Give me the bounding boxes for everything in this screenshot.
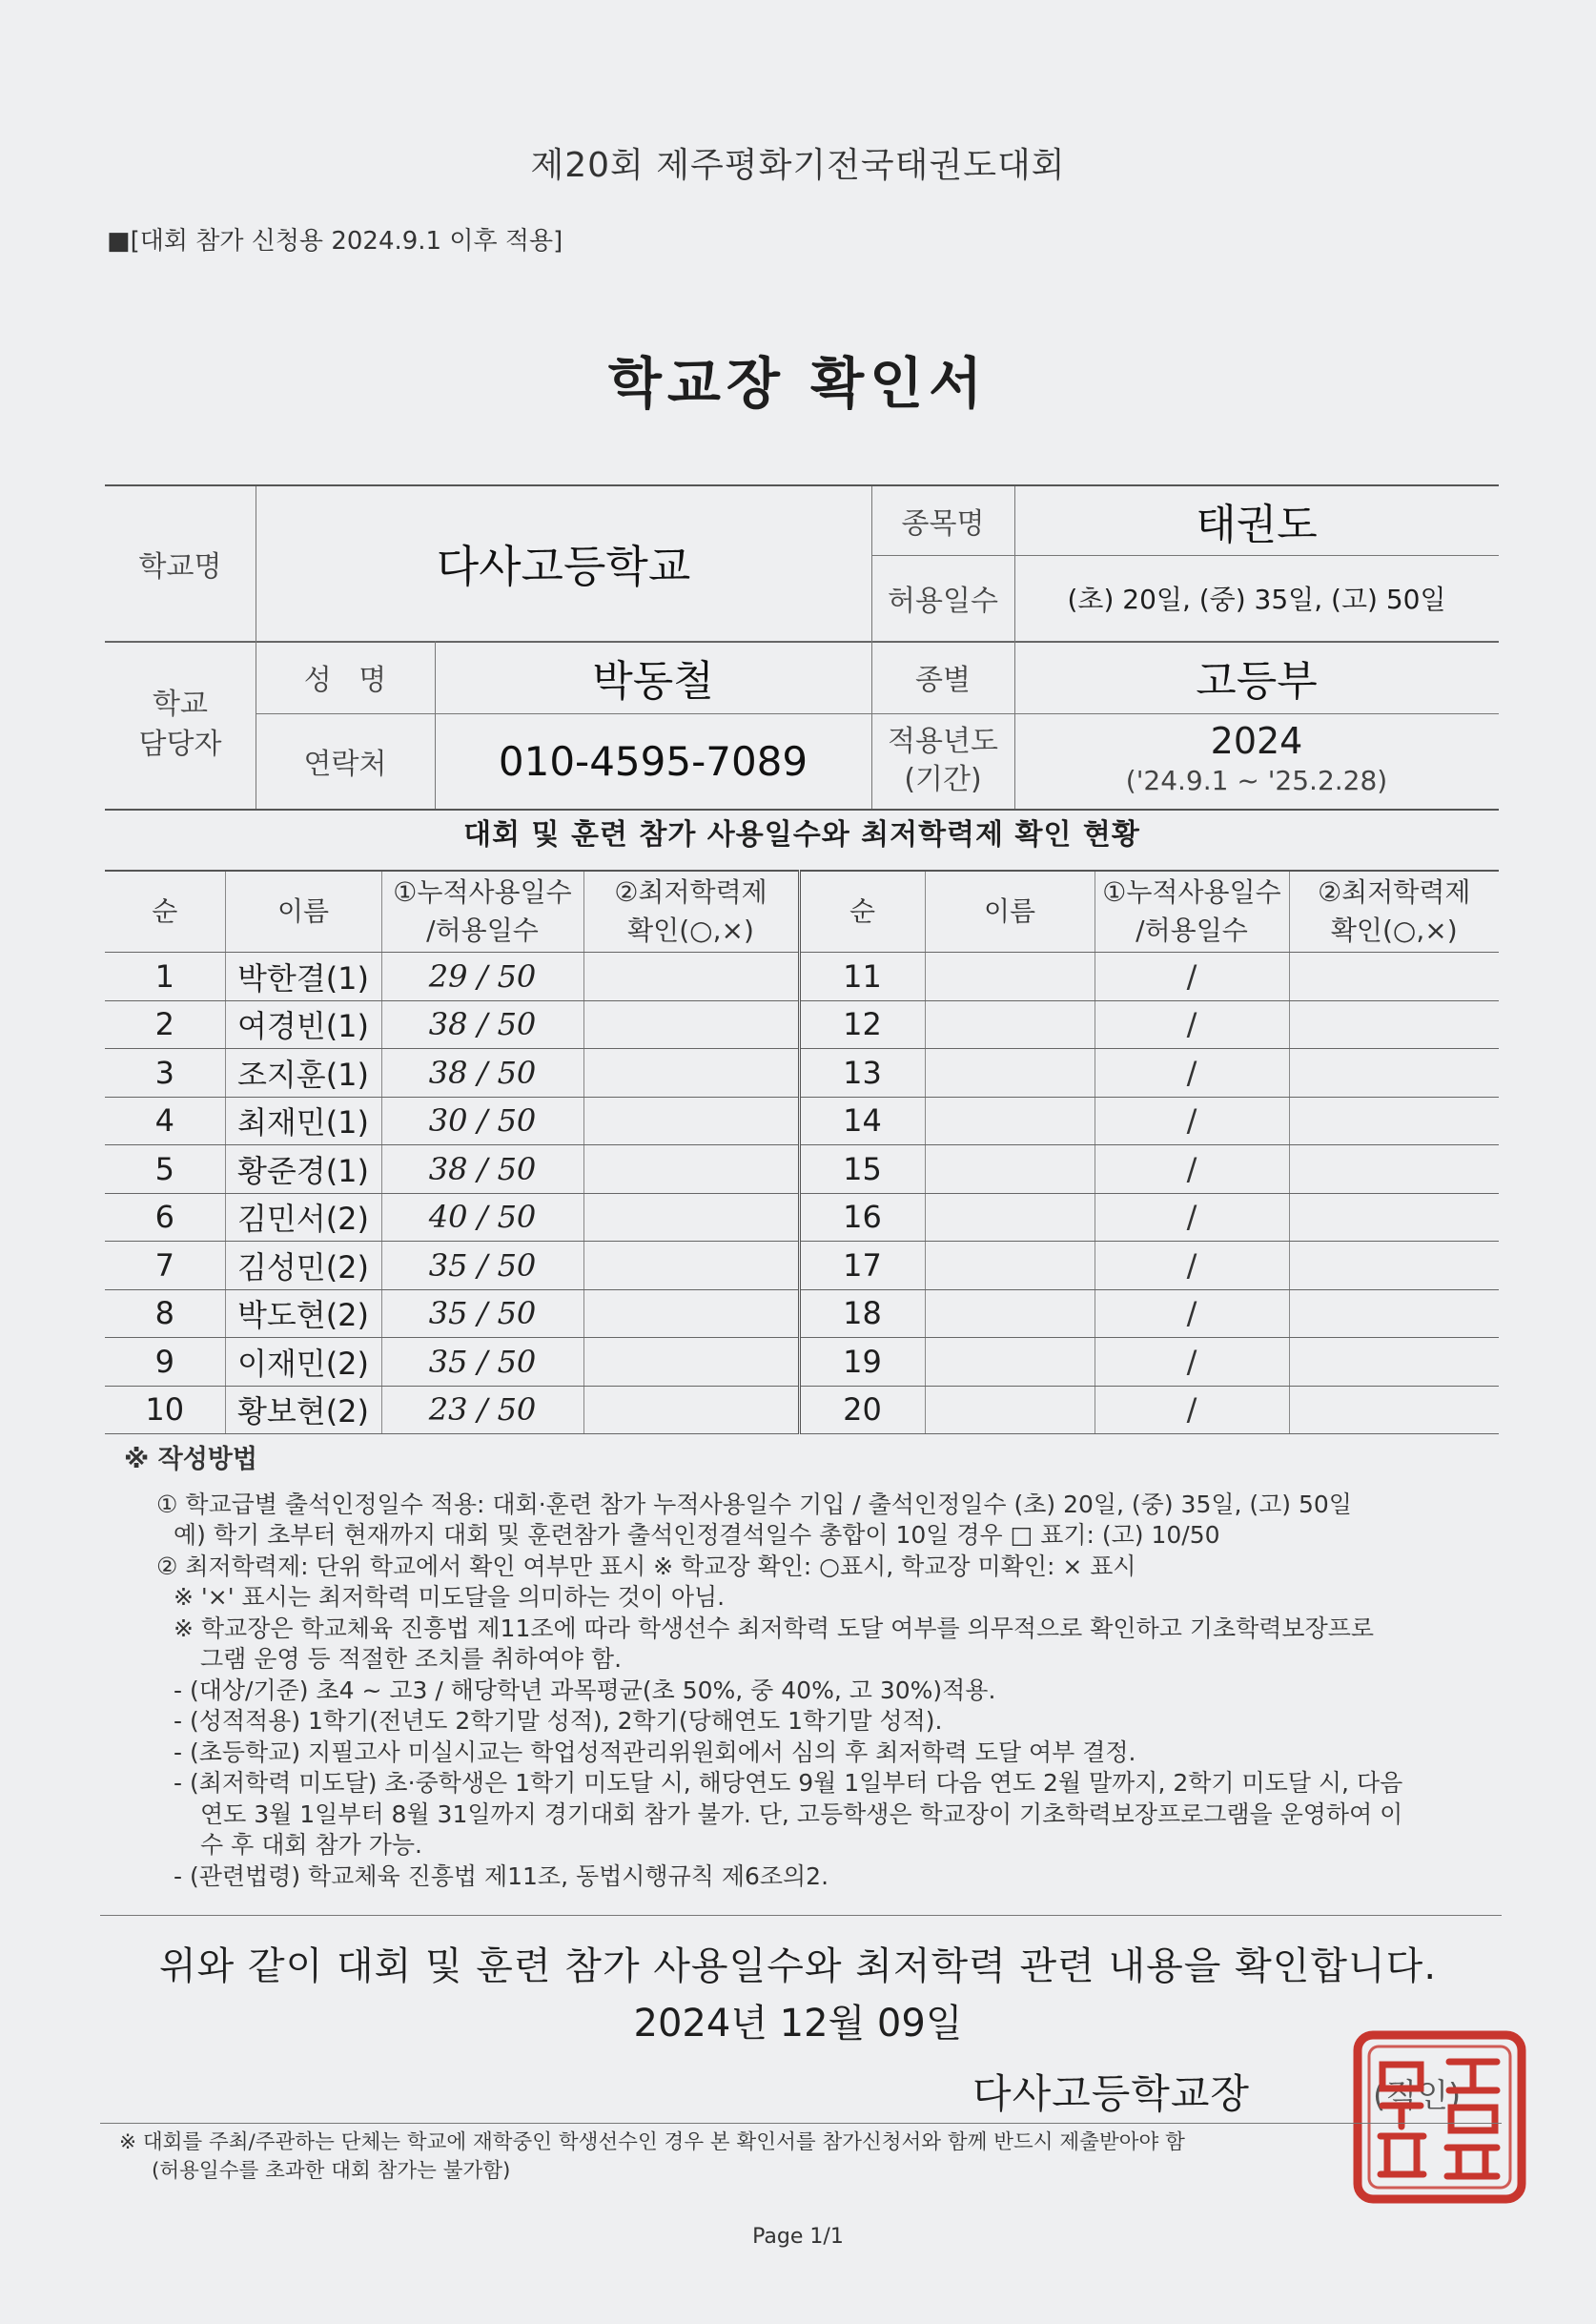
student-name: 김성민(2) [225,1242,381,1290]
min-grade-check [1289,953,1499,1001]
student-name: 황준경(1) [225,1145,381,1194]
used-days: / [1095,1289,1289,1338]
roster-section-title: 대회 및 훈련 참가 사용일수와 최저학력제 확인 현황 [463,818,1140,852]
min-grade-check [1289,1097,1499,1145]
used-days: / [1095,1145,1289,1194]
min-grade-check [1289,1049,1499,1098]
used-days: 23 / 50 [381,1386,583,1434]
used-days: 38 / 50 [381,1049,583,1098]
document-title: 학교장 확인서 [607,351,989,416]
student-name: 박도현(2) [225,1289,381,1338]
min-grade-check [583,1097,799,1145]
student-name: 이재민(2) [225,1338,381,1387]
used-days: / [1095,1000,1289,1049]
min-grade-check [583,1000,799,1049]
footer-note-line2: (허용일수를 초과한 대회 참가는 불가함) [152,2159,511,2183]
header-days-right [1095,871,1289,953]
footer-note [119,2129,1454,2186]
min-grade-check [583,953,799,1001]
student-name: 조지훈(1) [225,1049,381,1098]
table-row [105,1289,1499,1338]
period-label [871,713,1014,809]
min-grade-check [583,1242,799,1290]
row-no: 9 [105,1338,225,1387]
confirmation-statement: 위와 같이 대회 및 훈련 참가 사용일수와 최저학력 관련 내용을 확인합니다. [158,1944,1438,1988]
header-days-left-line2: /허용일수 [426,915,539,946]
roster-header-row [105,871,1499,953]
method-line: - (관련법령) 학교체육 진흥법 제11조, 동법시행규칙 제6조의2. [174,1861,829,1890]
header-check-right-line2: 확인(○,×) [1330,915,1458,946]
roster-table [105,870,1499,1434]
header-name-left: 이름 [225,871,381,953]
header-check-left-line2: 확인(○,×) [627,915,754,946]
table-row [105,1000,1499,1049]
student-name: 박한결(1) [225,953,381,1001]
row-no: 20 [799,1386,925,1434]
phone-label: 연락처 [303,748,387,781]
confirmation-date: 2024년 12월 09일 [633,2002,963,2046]
student-name: 여경빈(1) [225,1000,381,1049]
period-year: 2024 [1210,720,1303,762]
row-no: 12 [799,1000,925,1049]
table-row [105,1338,1499,1387]
divider [100,1915,1502,1916]
min-grade-check [1289,1289,1499,1338]
row-no: 11 [799,953,925,1001]
contact-person-label [105,641,256,809]
sport-label: 종목명 [901,507,985,541]
student-name: 최재민(1) [225,1097,381,1145]
used-days: / [1095,1097,1289,1145]
row-no: 18 [799,1289,925,1338]
writing-method-lines [124,1490,1459,1893]
period-value [1014,713,1499,809]
student-name [925,1000,1095,1049]
principal-title: 다사고등학교장 [972,2070,1251,2117]
school-name-value: 다사고등학교 [436,541,691,592]
method-line: - (최저학력 미도달) 초·중학생은 1학기 미도달 시, 해당연도 9월 1일부터 다음 연도 2월 말까지, 2학기 미도달 시, 다음 [174,1769,1403,1797]
row-no: 15 [799,1145,925,1194]
writing-method [124,1445,1459,1892]
seal-mark-label: (직인) [1373,2077,1462,2115]
header-no-left: 순 [105,871,225,953]
min-grade-check [583,1145,799,1194]
table-row [105,1242,1499,1290]
min-grade-check [1289,1145,1499,1194]
row-no: 2 [105,1000,225,1049]
header-check-left-line1: ②최저학력제 [614,876,767,908]
student-name [925,1193,1095,1242]
header-days-left [381,871,583,953]
period-label-line1: 적용년도 [888,725,998,758]
table-row [105,1097,1499,1145]
used-days: 40 / 50 [381,1193,583,1242]
min-grade-check [1289,1338,1499,1387]
header-days-right-line1: ①누적사용일수 [1102,876,1281,908]
division-label: 종별 [915,664,971,697]
row-no: 6 [105,1193,225,1242]
used-days: 38 / 50 [381,1000,583,1049]
allowed-days-label: 허용일수 [888,585,998,618]
min-grade-check [583,1386,799,1434]
page-number: Page 1/1 [752,2225,844,2249]
student-name [925,1145,1095,1194]
period-label-line2: (기간) [904,763,982,796]
min-grade-check [583,1049,799,1098]
row-no: 13 [799,1049,925,1098]
min-grade-check [583,1289,799,1338]
header-days-left-line1: ①누적사용일수 [393,876,572,908]
row-no: 19 [799,1338,925,1387]
used-days: / [1095,1242,1289,1290]
method-line: - (대상/기준) 초4 ~ 고3 / 해당학년 과목평균(초 50%, 중 40%, 고 30%)적용. [174,1676,996,1704]
usage-notice: ■[대회 참가 신청용 2024.9.1 이후 적용] [107,227,563,256]
method-line: 예) 학기 초부터 현재까지 대회 및 훈련참가 출석인정결석일수 총합이 10일 경우 □ 표기: (고) 10/50 [174,1521,1220,1549]
used-days: 29 / 50 [381,953,583,1001]
row-no: 7 [105,1242,225,1290]
event-title: 제20회 제주평화기전국태권도대회 [530,146,1066,185]
header-check-left [583,871,799,953]
used-days: / [1095,1386,1289,1434]
row-no: 16 [799,1193,925,1242]
min-grade-check [1289,1242,1499,1290]
method-line: - (성적적용) 1학기(전년도 2학기말 성적), 2학기(당해연도 1학기말 성적). [174,1707,943,1735]
min-grade-check [1289,1386,1499,1434]
min-grade-check [583,1338,799,1387]
allowed-days-value: (초) 20일, (중) 35일, (고) 50일 [1067,584,1446,615]
row-no: 1 [105,953,225,1001]
division-value: 고등부 [1196,657,1318,706]
student-name [925,1289,1095,1338]
footer-divider [100,2123,1502,2124]
method-line: 그램 운영 등 적절한 조치를 취하여야 함. [200,1645,623,1673]
header-check-right [1289,871,1499,953]
header-check-right-line1: ②최저학력제 [1318,876,1471,908]
student-name [925,953,1095,1001]
used-days: 35 / 50 [381,1289,583,1338]
min-grade-check [583,1193,799,1242]
table-row [105,1386,1499,1434]
student-name [925,1097,1095,1145]
used-days: / [1095,953,1289,1001]
row-no: 5 [105,1145,225,1194]
method-line: 수 후 대회 참가 가능. [200,1831,422,1859]
table-row [105,1049,1499,1098]
sport-value: 태권도 [1196,501,1318,549]
row-no: 3 [105,1049,225,1098]
used-days: / [1095,1193,1289,1242]
method-line: ※ '×' 표시는 최저학력 미도달을 의미하는 것이 아님. [174,1583,726,1611]
student-name [925,1338,1095,1387]
used-days: / [1095,1338,1289,1387]
row-no: 8 [105,1289,225,1338]
min-grade-check [1289,1000,1499,1049]
school-name-label: 학교명 [138,550,222,584]
school-info-table [105,484,1499,811]
person-name-value: 박동철 [592,657,714,706]
used-days: 30 / 50 [381,1097,583,1145]
min-grade-check [1289,1193,1499,1242]
used-days: 35 / 50 [381,1338,583,1387]
header-days-right-line2: /허용일수 [1136,915,1248,946]
student-name [925,1049,1095,1098]
writing-method-heading: ※ 작성방법 [124,1445,257,1474]
method-line: ① 학교급별 출석인정일수 적용: 대회·훈련 참가 누적사용일수 기입 / 출석인정일수 (초) 20일, (중) 35일, (고) 50일 [156,1490,1352,1518]
student-name [925,1386,1095,1434]
table-row [105,1145,1499,1194]
student-name [925,1242,1095,1290]
row-no: 10 [105,1386,225,1434]
table-row [105,953,1499,1001]
method-line: 연도 3월 1일부터 8월 31일까지 경기대회 참가 불가. 단, 고등학생은 학교장이 기초학력보장프로그램을 운영하여 이 [200,1800,1403,1828]
student-name: 김민서(2) [225,1193,381,1242]
used-days: 35 / 50 [381,1242,583,1290]
table-row [105,1193,1499,1242]
method-line: ② 최저학력제: 단위 학교에서 확인 여부만 표시 ※ 학교장 확인: ○표시, 학교장 미확인: × 표시 [156,1552,1136,1580]
used-days: / [1095,1049,1289,1098]
footer-note-line1: ※ 대회를 주최/주관하는 단체는 학교에 재학중인 학생선수인 경우 본 확인서를 참가신청서와 함께 반드시 제출받아야 함 [119,2130,1185,2154]
contact-person-label-line2: 담당자 [138,728,222,761]
method-line: ※ 학교장은 학교체육 진흥법 제11조에 따라 학생선수 최저학력 도달 여부를 의무적으로 확인하고 기초학력보장프로 [174,1614,1375,1642]
row-no: 14 [799,1097,925,1145]
row-no: 4 [105,1097,225,1145]
header-name-right: 이름 [925,871,1095,953]
contact-person-label-line1: 학교 [153,688,208,721]
phone-value: 010-4595-7089 [498,737,808,785]
row-no: 17 [799,1242,925,1290]
student-name: 황보현(2) [225,1386,381,1434]
person-name-label: 성 명 [303,664,387,697]
header-no-right: 순 [799,871,925,953]
period-range: ('24.9.1 ~ '25.2.28) [1125,765,1388,796]
method-line: - (초등학교) 지필고사 미실시교는 학업성적관리위원회에서 심의 후 최저학력 도달 여부 결정. [174,1738,1136,1766]
used-days: 38 / 50 [381,1145,583,1194]
